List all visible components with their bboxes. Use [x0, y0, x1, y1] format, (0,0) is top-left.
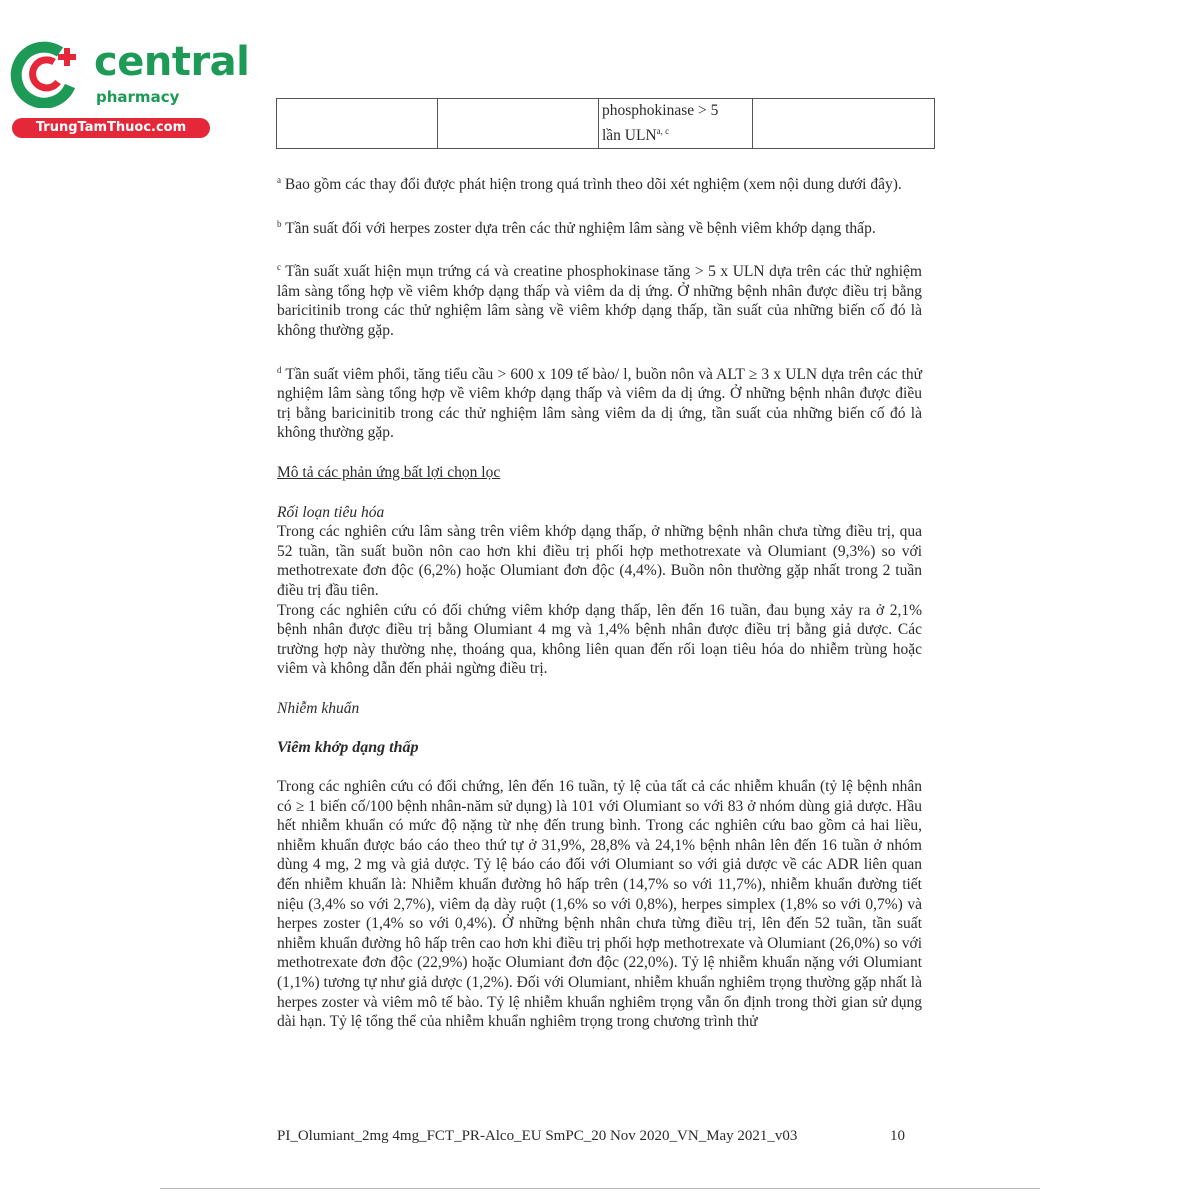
table-row: [277, 99, 935, 149]
gi-title: Rối loạn tiêu hóa: [277, 503, 385, 521]
document-body: [277, 171, 922, 1032]
infection-subtitle: Viêm khớp dạng thấp: [277, 739, 419, 757]
footnote-text: Tần suất xuất hiện mụn trứng cá và creatine phosphokinase tăng > 5 x ULN dựa trên các thử nghiệm lâm sàng tổng hợp về viêm khớp dạng thấp và viêm da dị ứng. Ở những bệnh nhân được điều trị bằng baricitinib trong các thử nghiệm lâm sàng về viêm khớp dạng thấp, tần suất của những biến cố đó là không thường gặp.: [277, 263, 922, 339]
gi-paragraph-2: Trong các nghiên cứu có đối chứng viêm khớp dạng thấp, lên đến 16 tuần, đau bụng xảy ra ở 2,1% bệnh nhân được điều trị bằng Olumiant 4 mg và 1,4% bệnh nhân được điều trị bằng giả dược. Các trường hợp này thường nhẹ, thoáng qua, không liên quan đến rối loạn tiêu hóa do nhiễm trùng hoặc viêm và không dẫn đến phải ngừng điều trị.: [277, 601, 922, 678]
footnote-a: [277, 171, 922, 195]
footer-doc-id: PI_Olumiant_2mg 4mg_FCT_PR-Alco_EU SmPC_20 Nov 2020_VN_May 2021_v03: [277, 1128, 798, 1144]
footnote-c: [277, 258, 922, 340]
adverse-reactions-table-fragment: [276, 98, 935, 149]
cell-superscript: a, c: [656, 126, 670, 136]
page-footer: [277, 1128, 917, 1145]
logo-name: central: [94, 39, 250, 85]
gi-paragraph-1: Trong các nghiên cứu lâm sàng trên viêm khớp dạng thấp, ở những bệnh nhân chưa từng điều trị, qua 52 tuần, tần suất buồn nôn cao hơn khi điều trị phối hợp methotrexate và Olumiant (9,3%) so với methotrexate đơn độc (6,2%) hoặc Olumiant đơn độc (4,4%). Buồn nôn thường gặp nhất trong 2 tuần điều trị đầu tiên.: [277, 523, 922, 599]
footnote-mark: b: [277, 218, 282, 229]
bottom-divider: [160, 1188, 1040, 1189]
footnote-mark: c: [277, 262, 281, 273]
central-pharmacy-logo-icon: [10, 38, 86, 108]
pharmacy-logo: [10, 38, 250, 136]
table-cell: [277, 99, 438, 149]
cell-text-line2: lần ULN: [602, 127, 657, 145]
footnote-text: Bao gồm các thay đổi được phát hiện trong quá trình theo dõi xét nghiệm (xem nội dung dưới đây).: [281, 176, 902, 193]
footnote-text: Tần suất đối với herpes zoster dựa trên các thử nghiệm lâm sàng về bệnh viêm khớp dạng thấp.: [281, 219, 876, 237]
page-number: 10: [890, 1128, 905, 1144]
footnote-text: Tần suất viêm phổi, tăng tiểu cầu > 600 x 109 tế bào/ l, buồn nôn và ALT ≥ 3 x ULN dựa trên các thử nghiệm lâm sàng tổng hợp về viêm khớp dạng thấp và viêm da dị ứng. Ở những bệnh nhân được điều trị bằng baricinitib trong các thử nghiệm lâm sàng viêm da dị ứng, tần suất của những biến cố đó là không thường gặp.: [277, 365, 922, 442]
infection-paragraph: Trong các nghiên cứu có đối chứng, lên đến 16 tuần, tỷ lệ của tất cả các nhiễm khuẩn (tỷ lệ bệnh nhân có ≥ 1 biến cố/100 bệnh nhân-năm sử dụng) là 101 với Olumiant so với 83 ở nhóm dùng giả dược. Hầu hết nhiễm khuẩn có mức độ nặng từ nhẹ đến trung bình. Trong các nghiên cứu bao gồm cả hai liều, nhiễm khuẩn được báo cáo theo thứ tự ở 31,9%, 28,8% và 24,1% bệnh nhân lên đến 16 tuần ở nhóm dùng 4 mg, 2 mg và giả dược. Tỷ lệ báo cáo đối với Olumiant so với giả dược về các ADR liên quan đến nhiễm khuẩn là: Nhiễm khuẩn đường hô hấp trên (14,7% so với 11,7%), nhiễm khuẩn đường tiết niệu (3,4% so với 2,7%), viêm dạ dày ruột (1,6% so với 0,8%), herpes simplex (1,8% so với 0,7%) và herpes zoster (1,4% so với 0,4%). Ở những bệnh nhân chưa từng điều trị, lên đến 52 tuần, tần suất nhiễm khuẩn đường hô hấp trên cao hơn khi điều trị phối hợp methotrexate và Olumiant (26,0%) so với methotrexate đơn độc (22,9%) hoặc Olumiant đơn độc (22,0%). Tỷ lệ nhiễm khuẩn nặng với Olumiant (1,1%) tương tự như giả dược (1,2%). Đối với Olumiant, nhiễm khuẩn nghiêm trọng thường gặp nhất là herpes zoster và viêm mô tế bào. Tỷ lệ nhiễm khuẩn nghiêm trọng vẫn ổn định trong thời gian sử dụng dài hạn. Tỷ lệ tổng thể của nhiễm khuẩn nghiêm trọng trong chương trình thử: [277, 778, 922, 1031]
footnote-mark: d: [277, 364, 282, 375]
section-heading: Mô tả các phản ứng bất lợi chọn lọc: [277, 463, 501, 481]
table-cell: [599, 99, 753, 149]
footnote-mark: a: [277, 175, 281, 185]
footnote-d: [277, 361, 922, 443]
infection-title: Nhiễm khuẩn: [277, 699, 360, 717]
cell-text-line1: phosphokinase > 5: [602, 102, 719, 119]
footnote-b: [277, 215, 922, 239]
table-cell: [753, 99, 935, 149]
logo-site-banner: TrungTamThuoc.com: [12, 118, 210, 138]
logo-subtitle: pharmacy: [96, 88, 180, 106]
table-cell: [438, 99, 599, 149]
